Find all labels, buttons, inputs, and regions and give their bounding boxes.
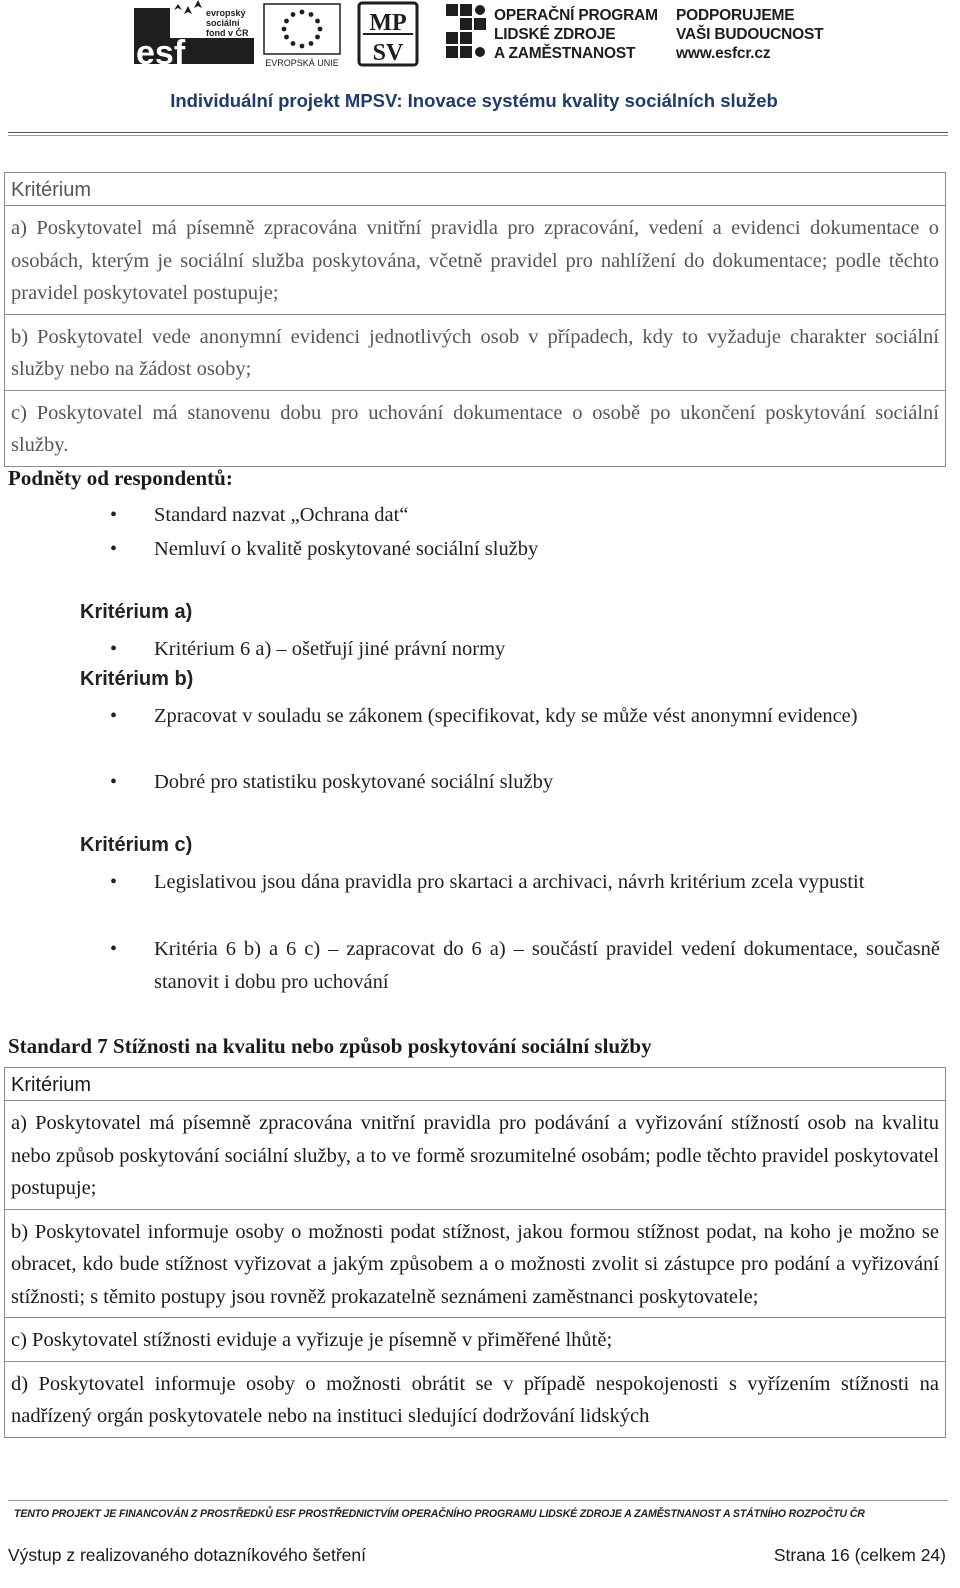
respondent-note: • Nemluví o kvalitě poskytované sociální služby: [112, 533, 940, 566]
footer-divider: [8, 1500, 948, 1501]
criteria-table-head: Kritérium: [11, 179, 92, 201]
criteria-table-head: Kritérium: [11, 1074, 92, 1096]
svg-text:sociální: sociální: [206, 18, 240, 28]
mpsv-logo: [357, 0, 419, 70]
criteria-table-standard-6: [4, 172, 946, 467]
header-divider: [8, 132, 948, 133]
criterion-a: a) Poskytovatel má písemně zpracována vnitřní pravidla pro zpracování, vedení a evidenci dokumentace o osobách, kterým je sociální služba poskytována, včetně pravidel pro nahlížení do dokumentace; podle těchto pravidel poskytovatel postupuje;: [5, 205, 945, 314]
svg-text:EVROPSKÁ UNIE: EVROPSKÁ UNIE: [265, 58, 339, 68]
respondent-note: • Standard nazvat „Ochrana dat“: [112, 499, 940, 532]
section-heading-b: Kritérium b): [80, 668, 194, 690]
section-heading-a: Kritérium a): [80, 601, 193, 623]
respondent-note: • Kritérium 6 a) – ošetřují jiné právní normy: [112, 633, 940, 666]
esf-letters: esf: [136, 34, 186, 70]
respondent-note: • Dobré pro statistiku poskytované sociální služby: [112, 766, 940, 799]
svg-text:fond v ČR: fond v ČR: [206, 28, 249, 38]
standard-7-title: Standard 7 Stížnosti na kvalitu nebo způsob poskytování sociální služby: [8, 1034, 652, 1058]
respondent-note: • Legislativou jsou dána pravidla pro skartaci a archivaci, návrh kritérium zcela vypustit: [112, 866, 940, 899]
funding-note: TENTO PROJEKT JE FINANCOVÁN Z PROSTŘEDKŮ ESF PROSTŘEDNICTVÍM OPERAČNÍHO PROGRAMU LIDSKÉ ZDROJE A ZAMĚSTNANOST A STÁTNÍHO ROZPOČTU ČR: [14, 1508, 865, 1520]
section-heading-c: Kritérium c): [80, 834, 193, 856]
criterion-d: d) Poskytovatel informuje osoby o možnosti obrátit se v případě nespokojenosti s vyřízením stížnosti na nadřízený orgán poskytovatele nebo na instituci sledující dodržování lidských: [5, 1361, 945, 1437]
page-number: Strana 16 (celkem 24): [773, 1545, 946, 1565]
project-title: Individuální projekt MPSV: Inovace systému kvality sociálních služeb: [170, 90, 778, 111]
criterion-a: a) Poskytovatel má písemně zpracována vnitřní pravidla pro podávání a vyřizování stížností osob na kvalitu nebo způsob poskytování sociální služby, a to ve formě srozumitelné osobám; podle těchto pravidel poskytovatel postupuje;: [5, 1100, 945, 1209]
svg-text:SV: SV: [372, 40, 404, 66]
respondent-note: • Zpracovat v souladu se zákonem (specifikovat, kdy se může vést anonymní evidence): [112, 700, 940, 733]
tagline: PODPORUJEME VAŠI BUDOUCNOST www.esfcr.cz: [676, 7, 824, 62]
esf-logo: [134, 0, 254, 70]
criterion-c: c) Poskytovatel stížnosti eviduje a vyřizuje je písemně v přiměřené lhůtě;: [5, 1317, 945, 1361]
svg-text:evropský: evropský: [206, 8, 246, 18]
criteria-table-standard-7: [4, 1067, 946, 1438]
header-divider-secondary: [8, 135, 948, 136]
eu-flag-logo: [262, 0, 342, 70]
criterion-c: c) Poskytovatel má stanovenu dobu pro uchování dokumentace o osobě po ukončení poskytování sociální služby.: [5, 390, 945, 466]
respondents-heading: Podněty od respondentů:: [8, 466, 233, 490]
op-program-name: OPERAČNÍ PROGRAM LIDSKÉ ZDROJE A ZAMĚSTNANOST: [494, 7, 658, 62]
svg-text:MP: MP: [369, 10, 407, 36]
criterion-b: b) Poskytovatel informuje osoby o možnosti podat stížnost, jakou formou stížnost podat, na koho je možno se obracet, kdo bude stížnost vyřizovat a jakým způsobem a o možnosti zvolit si zástupce pro podání a vyřizování stížnosti; s těmito postupy jsou rovněž prokazatelně seznámeni zaměstnanci poskytovatele;: [5, 1209, 945, 1318]
criterion-b: b) Poskytovatel vede anonymní evidenci jednotlivých osob v případech, kdy to vyžaduje charakter sociální služby nebo na žádost osoby;: [5, 314, 945, 390]
header-logos: [0, 0, 960, 80]
respondent-note: • Kritéria 6 b) a 6 c) – zapracovat do 6 a) – součástí pravidel vedení dokumentace, současně stanovit i dobu pro uchování: [112, 933, 940, 999]
document-output-label: Výstup z realizovaného dotazníkového šetření: [8, 1545, 366, 1565]
